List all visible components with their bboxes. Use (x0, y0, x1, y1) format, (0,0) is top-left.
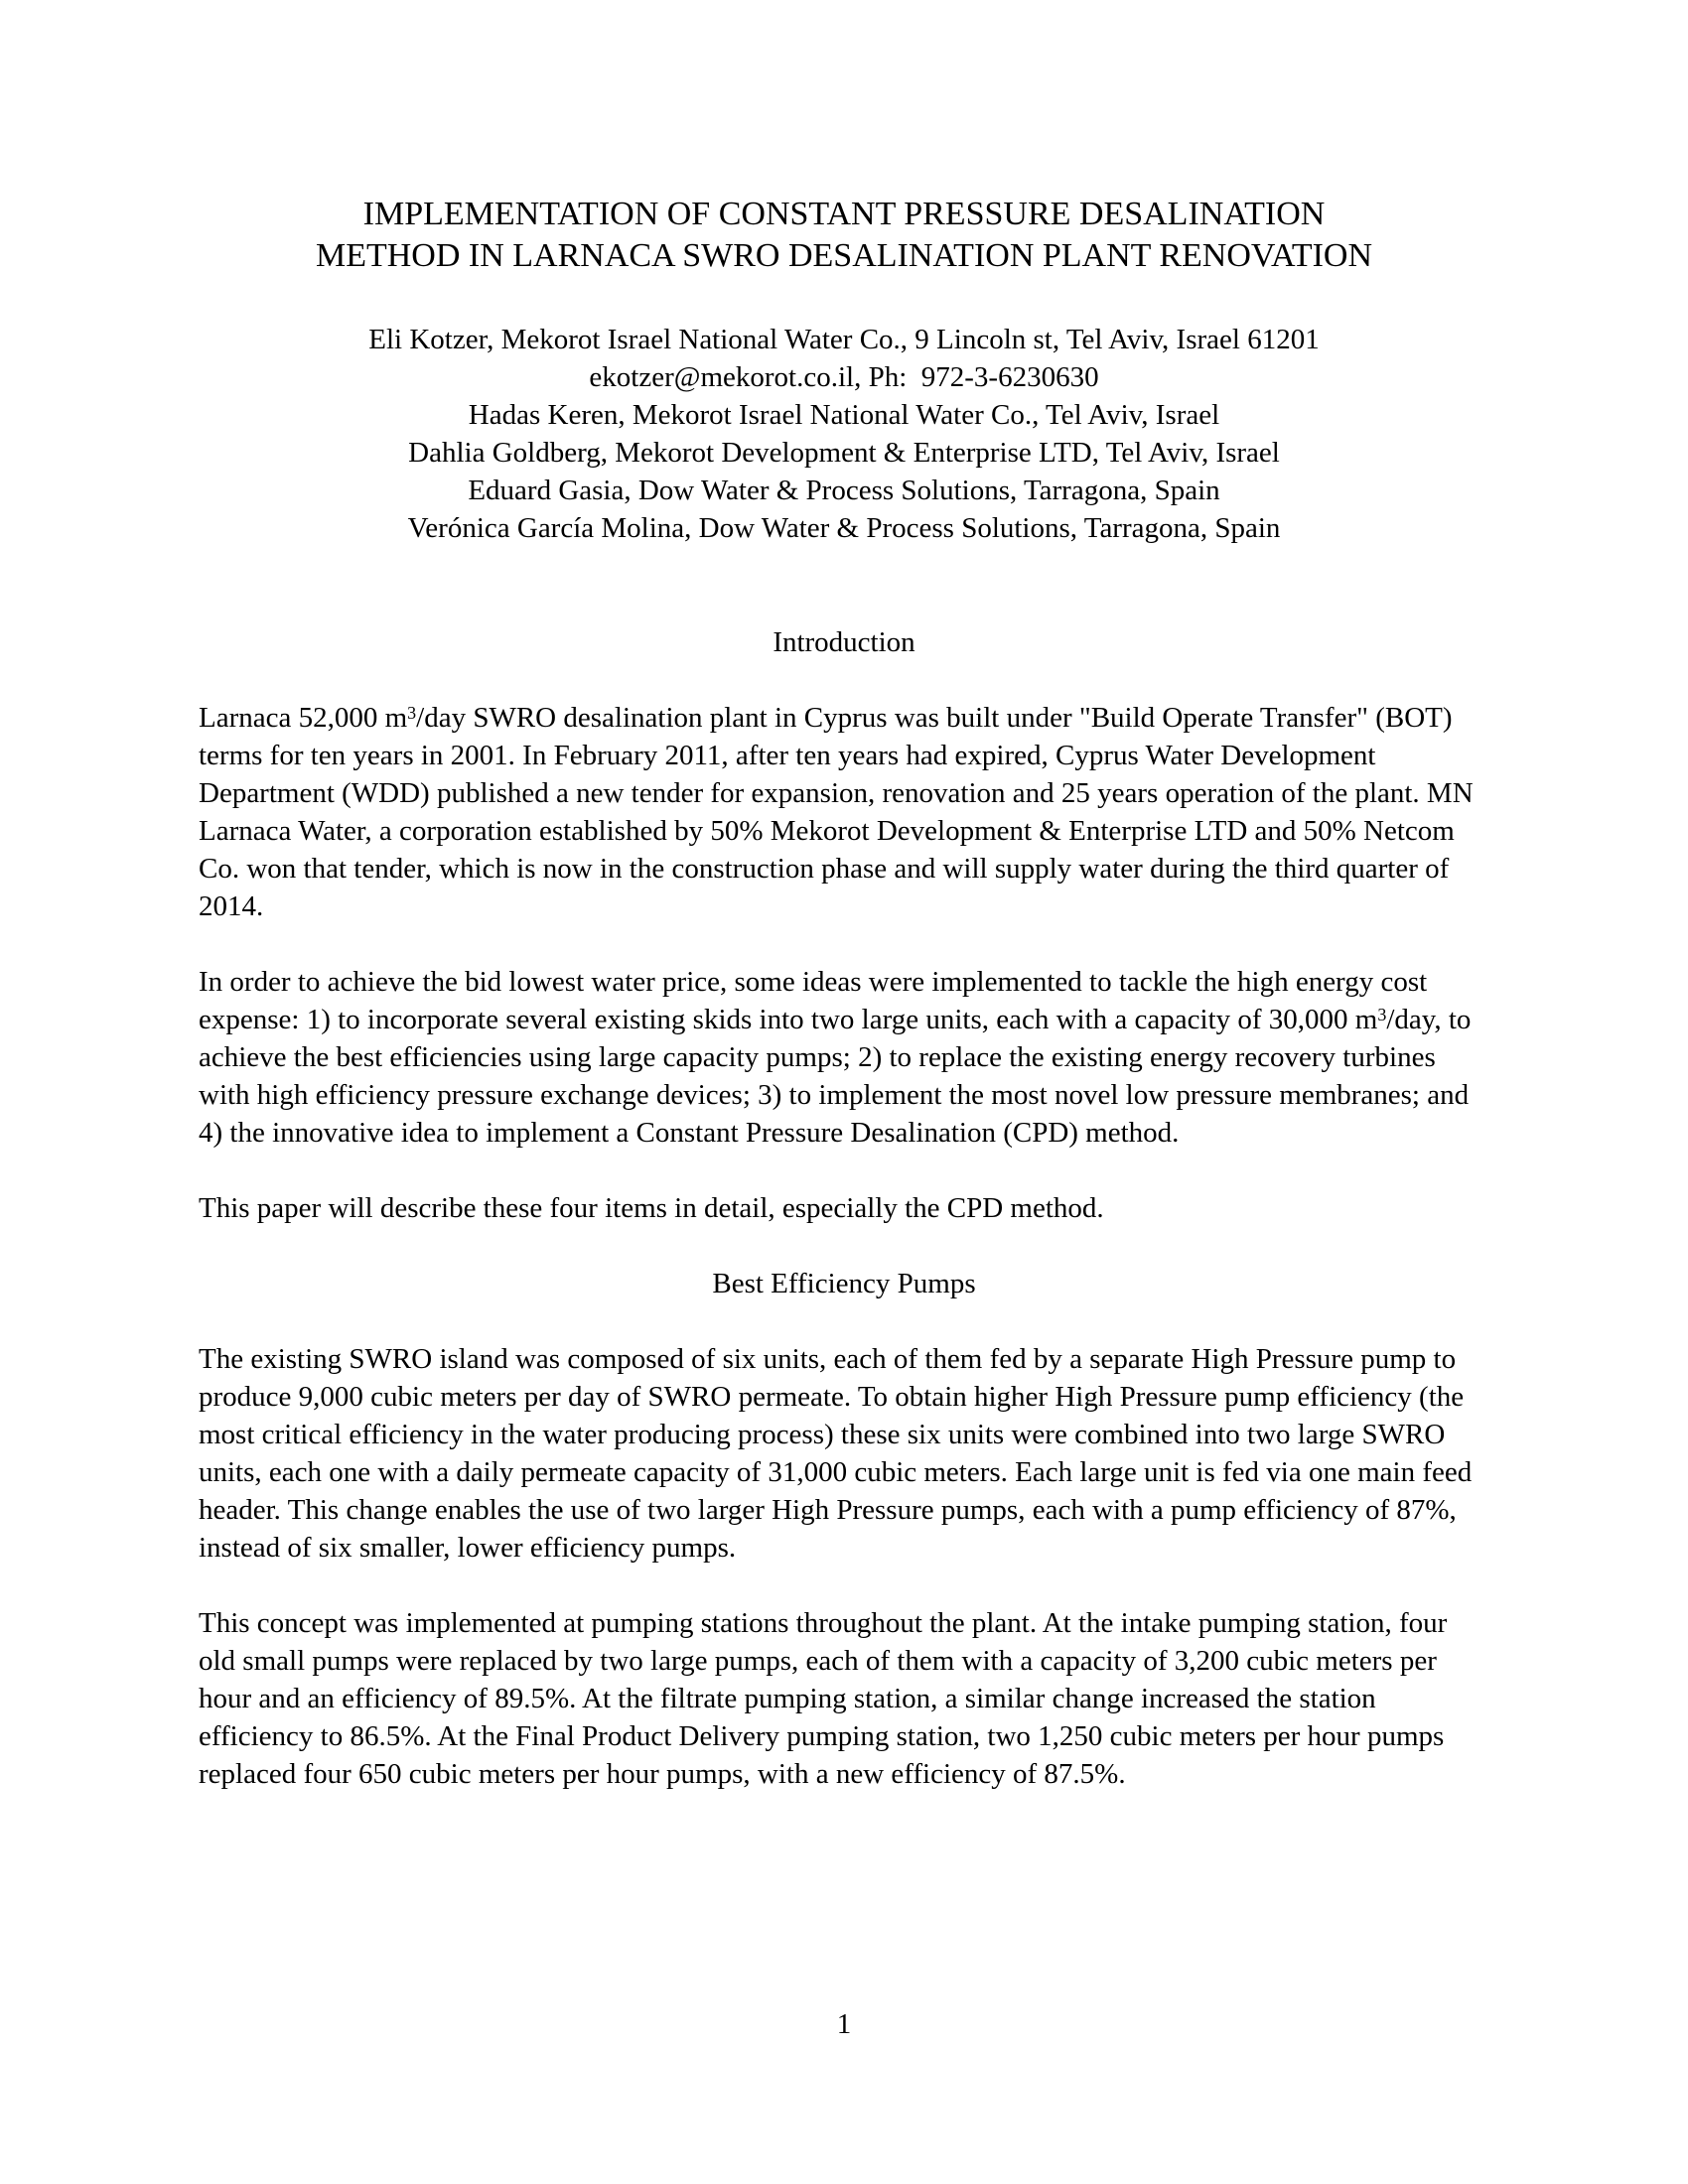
text-segment: /day, to achieve the best efficiencies using large capacity pumps; 2) to replace the existing energy recovery turbines with high efficiency pressure exchange devices; 3) to implement the most novel low pressure membranes; and 4) the innovative idea to implement a Constant Pressure Desalination (CPD) method. (199, 1004, 1472, 1149)
text-segment: /day SWRO desalination plant in Cyprus was built under "Build Operate Transfer" (BOT) terms for ten years in 2001. In February 2011, after ten years had expired, Cyprus Water Development Department (WDD) published a new tender for expansion, renovation and 25 years operation of the plant. MN Larnaca Water, a corporation established by 50% Mekorot Development & Enterprise LTD and 50% Netcom Co. won that tender, which is now in the construction phase and will supply water during the third quarter of 2014. (199, 702, 1474, 922)
page-content (199, 194, 1489, 1793)
title-line: IMPLEMENTATION OF CONSTANT PRESSURE DESALINATION (362, 196, 1326, 232)
paragraph (199, 963, 1489, 1152)
paragraph (199, 1189, 1489, 1227)
section-heading-best-efficiency-pumps: Best Efficiency Pumps (712, 1268, 976, 1299)
superscript: 3 (407, 702, 417, 723)
paragraph (199, 699, 1489, 925)
author-line: Eli Kotzer, Mekorot Israel National Water Co., 9 Lincoln st, Tel Aviv, Israel 61201 (368, 324, 1320, 355)
text-segment: Larnaca 52,000 m (199, 702, 408, 734)
paragraph (199, 1604, 1489, 1793)
author-line: Hadas Keren, Mekorot Israel National Water Co., Tel Aviv, Israel (468, 399, 1220, 431)
text-segment: In order to achieve the bid lowest water price, some ideas were implemented to tackle the high energy cost expense: 1) to incorporate several existing skids into two large units, each with a capacity of 30,000 m (199, 966, 1428, 1035)
text-segment: The existing SWRO island was composed of six units, each of them fed by a separate High Pressure pump to produce 9,000 cubic meters per day of SWRO permeate. To obtain higher High Pressure pump efficiency (the most critical efficiency in the water producing process) these six units were combined into two large SWRO units, each one with a daily permeate capacity of 31,000 cubic meters. Each large unit is fed via one main feed header. This change enables the use of two larger High Pressure pumps, each with a pump efficiency of 87%, instead of six smaller, lower efficiency pumps. (199, 1343, 1473, 1564)
page-number: 1 (836, 2008, 852, 2040)
paragraph (199, 1340, 1489, 1567)
author-block (199, 321, 1489, 547)
text-segment: This concept was implemented at pumping stations throughout the plant. At the intake pumping station, four old small pumps were replaced by two large pumps, each of them with a capacity of 3,200 cubic meters per hour and an efficiency of 89.5%. At the filtrate pumping station, a similar change increased the station efficiency to 86.5%. At the Final Product Delivery pumping station, two 1,250 cubic meters per hour pumps replaced four 650 cubic meters per hour pumps, with a new efficiency of 87.5%. (199, 1607, 1448, 1790)
paper-title (199, 194, 1489, 277)
text-segment: This paper will describe these four items in detail, especially the CPD method. (199, 1192, 1104, 1224)
section-heading-introduction: Introduction (773, 626, 915, 658)
title-line: METHOD IN LARNACA SWRO DESALINATION PLANT RENOVATION (315, 237, 1373, 274)
author-line: Eduard Gasia, Dow Water & Process Solutions, Tarragona, Spain (468, 475, 1220, 506)
author-line: ekotzer@mekorot.co.il, Ph: 972-3-6230630 (589, 361, 1099, 393)
author-line: Dahlia Goldberg, Mekorot Development & Enterprise LTD, Tel Aviv, Israel (408, 437, 1280, 469)
author-line: Verónica García Molina, Dow Water & Process Solutions, Tarragona, Spain (407, 512, 1281, 544)
superscript: 3 (1377, 1004, 1387, 1024)
